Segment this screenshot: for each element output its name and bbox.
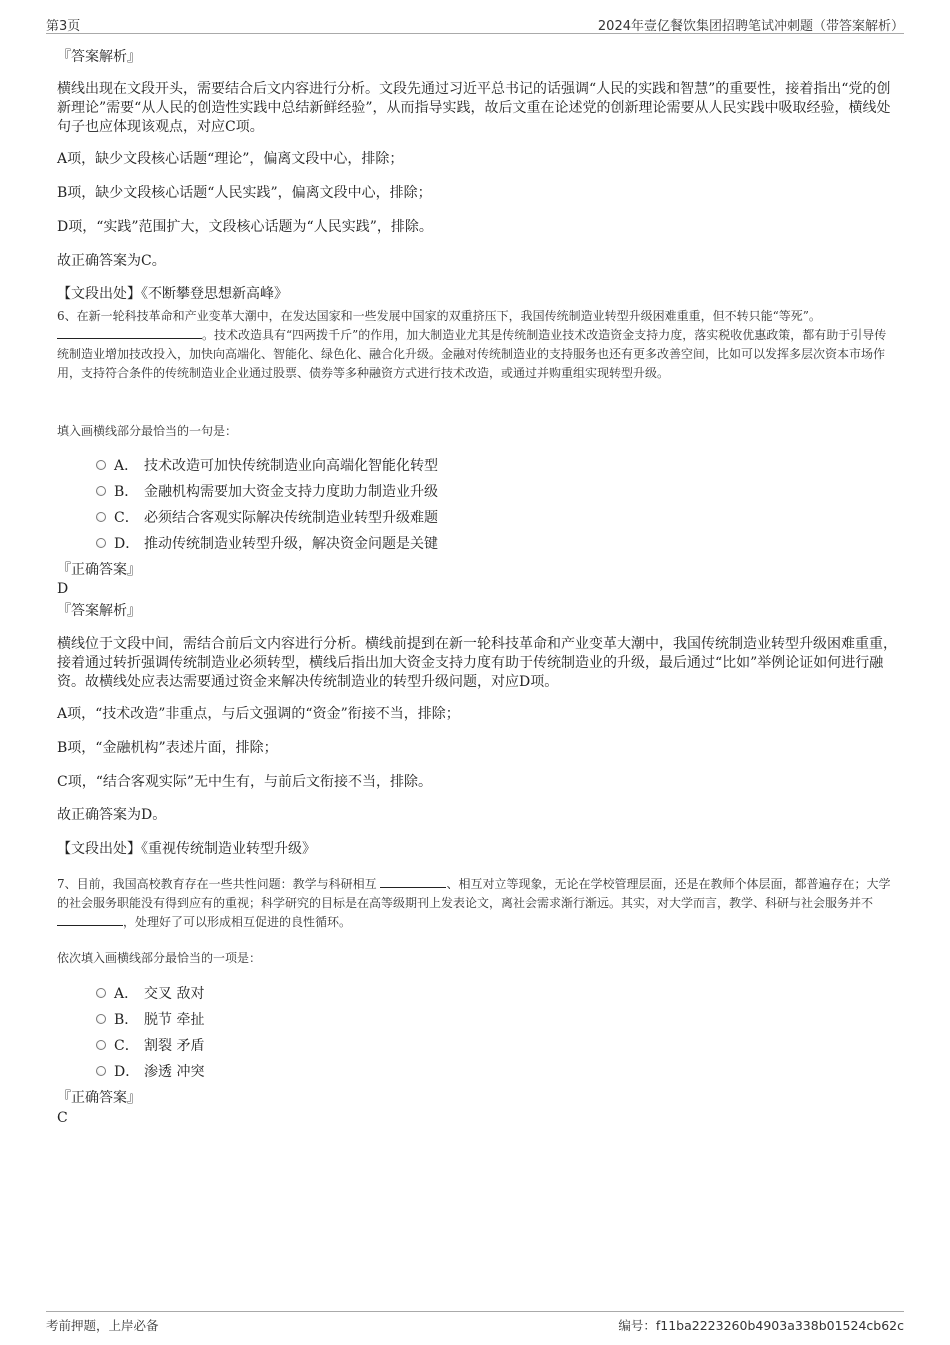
- q7-prompt: 依次填入画横线部分最恰当的一项是：: [57, 951, 262, 965]
- source-label: 【文段出处】: [57, 841, 141, 857]
- page-footer: [46, 1311, 904, 1336]
- q6-source: [57, 840, 897, 859]
- radio-icon[interactable]: [96, 1066, 106, 1076]
- source-label: 【文段出处】: [57, 286, 141, 302]
- q7-blank-1: [380, 875, 446, 888]
- q6-prompt: 填入画横线部分最恰当的一句是：: [57, 424, 238, 438]
- q7-stem: [57, 875, 892, 932]
- q6-analysis-label: 『答案解析』: [57, 603, 141, 619]
- q6-option-b-note: B项，“金融机构”表述片面，排除；: [57, 740, 278, 756]
- prev-conclusion: 故正确答案为C。: [57, 253, 166, 269]
- document-id: 编号：f11ba2223260b4903a338b01524cb62c: [618, 1318, 904, 1333]
- q6-answer: D: [57, 581, 69, 597]
- radio-icon[interactable]: [96, 460, 106, 470]
- prev-source: [57, 285, 897, 304]
- q6-stem: [57, 307, 892, 383]
- document-title: 2024年壹亿餐饮集团招聘笔试冲刺题（带答案解析）: [597, 19, 904, 34]
- radio-icon[interactable]: [96, 486, 106, 496]
- q7-answer-label: 『正确答案』: [57, 1090, 141, 1106]
- q6-option-c[interactable]: C． 必须结合客观实际解决传统制造业转型升级难题: [96, 508, 438, 528]
- radio-icon[interactable]: [96, 1040, 106, 1050]
- q6-answer-label: 『正确答案』: [57, 562, 141, 578]
- source-title: 《重视传统制造业转型升级》: [141, 841, 316, 857]
- q6-stem-part2: 。技术改造具有“四两拨千斤”的作用，加大制造业尤其是传统制造业技术改造资金支持力度，落实税收优惠政策，都有助于引导传统制造业增加技改投入，加快向高端化、智能化、绿色化、融合化升级。金融对传统制造业的支持服务也还有更多改善空间，比如可以发挥多层次资本市场作用，支持符合条件的传统制造业企业通过股票、债券等多种融资方式进行技术改造，或通过并购重组实现转型升级。: [57, 328, 887, 380]
- page-number: 第3页: [46, 19, 81, 34]
- prev-analysis-text: 横线出现在文段开头，需要结合后文内容进行分析。文段先通过习近平总书记的话强调“人民的实践和智慧”的重要性，接着指出“党的创新理论”需要“从人民的创造性实践中总结新鲜经验”，从而指导实践，故后文重在论述党的创新理论需要从人民实践中吸取经验，横线处句子也应体现该观点，对应C项。: [57, 81, 891, 135]
- q7-blank-2: [57, 913, 123, 926]
- prev-option-a-note: A项，缺少文段核心话题“理论”，偏离文段中心，排除；: [57, 151, 404, 167]
- radio-icon[interactable]: [96, 538, 106, 548]
- q6-option-b[interactable]: B． 金融机构需要加大资金支持力度助力制造业升级: [96, 482, 438, 502]
- radio-icon[interactable]: [96, 1014, 106, 1024]
- q6-analysis-text: 横线位于文段中间，需结合前后文内容进行分析。横线前提到在新一轮科技革命和产业变革大潮中，我国传统制造业转型升级困难重重，接着通过转折强调传统制造业必须转型，横线后指出加大资金支持力度有助于传统制造业的升级，最后通过“比如”举例论证如何进行融资。故横线处应表达需要通过资金来解决传统制造业的转型升级问题，对应D项。: [57, 636, 897, 690]
- q6-stem-part1: 6、在新一轮科技革命和产业变革大潮中，在发达国家和一些发展中国家的双重挤压下，我国传统制造业转型升级困难重重，但不转只能“等死”。: [57, 309, 821, 323]
- prev-option-d-note: D项，“实践”范围扩大，文段核心话题为“人民实践”，排除。: [57, 219, 433, 235]
- prev-option-b-note: B项，缺少文段核心话题“人民实践”，偏离文段中心，排除；: [57, 185, 432, 201]
- q6-conclusion: 故正确答案为D。: [57, 807, 167, 823]
- q7-option-d[interactable]: D． 渗透 冲突: [96, 1062, 204, 1082]
- footer-slogan: 考前押题，上岸必备: [46, 1318, 159, 1333]
- q6-option-a-note: A项，“技术改造”非重点，与后文强调的“资金”衔接不当，排除；: [57, 706, 460, 722]
- q7-option-c[interactable]: C． 割裂 矛盾: [96, 1036, 204, 1056]
- q7-stem-part3: ，处理好了可以形成相互促进的良性循环。: [123, 915, 352, 929]
- q7-option-b[interactable]: B． 脱节 牵扯: [96, 1010, 204, 1030]
- q6-blank: [57, 326, 202, 339]
- page-header: [46, 13, 904, 34]
- q6-option-c-note: C项，“结合客观实际”无中生有，与前后文衔接不当，排除。: [57, 774, 433, 790]
- prev-analysis-label: 『答案解析』: [57, 49, 141, 65]
- radio-icon[interactable]: [96, 512, 106, 522]
- source-title: 《不断攀登思想新高峰》: [141, 286, 288, 302]
- radio-icon[interactable]: [96, 988, 106, 998]
- q7-answer: C: [57, 1110, 68, 1126]
- q7-option-a[interactable]: A． 交叉 敌对: [96, 984, 204, 1004]
- q6-option-d[interactable]: D． 推动传统制造业转型升级，解决资金问题是关键: [96, 534, 438, 554]
- q6-option-a[interactable]: A． 技术改造可加快传统制造业向高端化智能化转型: [96, 456, 438, 476]
- q7-stem-part2: 、相互对立等现象，无论在学校管理层面，还是在教师个体层面，都普遍存在；大学的社会服务职能没有得到应有的重视；科学研究的目标是在高等级期刊上发表论文，离社会需求渐行渐远。其实，对大学而言，教学、科研与社会服务并不: [57, 877, 891, 910]
- q7-stem-part1: 7、目前，我国高校教育存在一些共性问题：教学与科研相互: [57, 877, 377, 891]
